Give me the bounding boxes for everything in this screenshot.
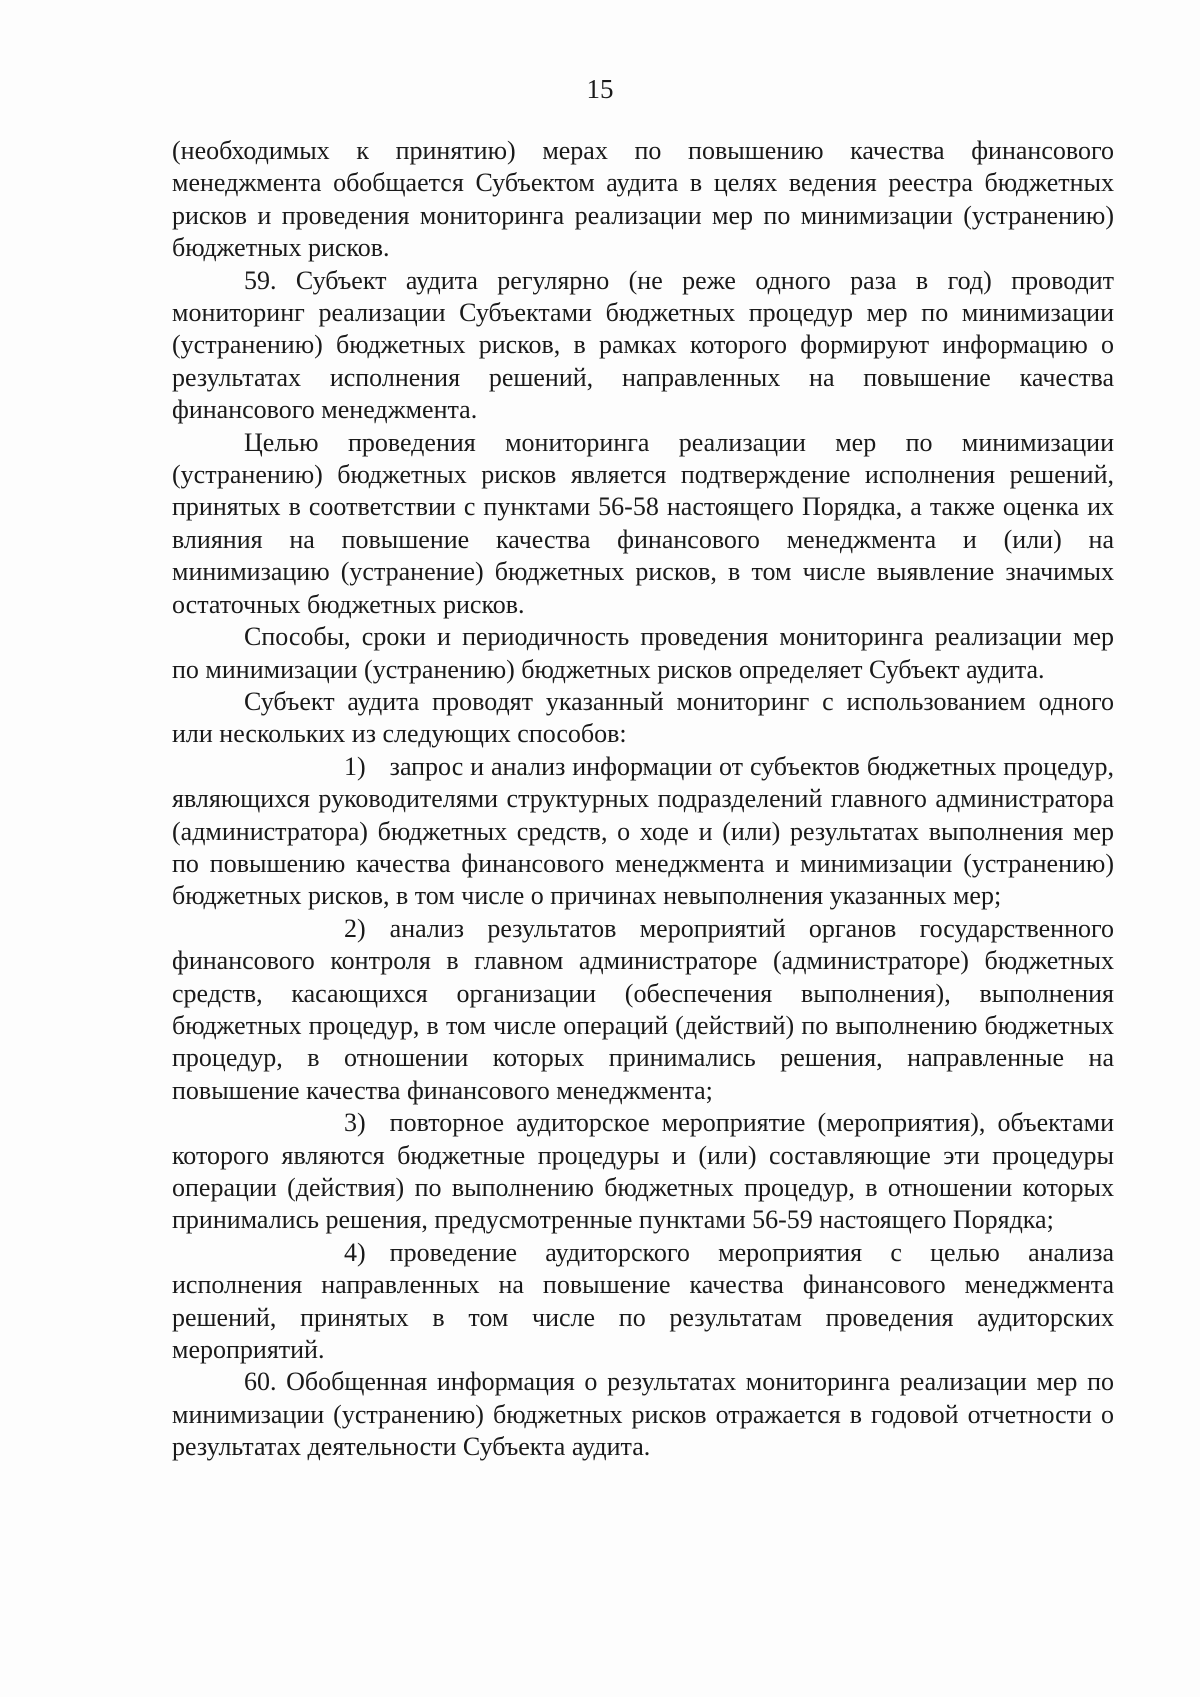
- document-body: [172, 135, 1114, 1464]
- list-item-text: запрос и анализ информации от субъектов бюджетных процедур, являющихся руководителями структурных подразделений главного администратора (администратора) бюджетных средств, о ходе и (или) результатах выполнения мер по повышению качества финансового менеджмента и минимизации (устранению) бюджетных рисков, в том числе о причинах невыполнения указанных мер;: [172, 751, 1114, 911]
- list-item-text: повторное аудиторское мероприятие (мероприятия), объектами которого являются бюджетные процедуры и (или) составляющие эти процедуры операции (действия) по выполнению бюджетных процедур, в отношении которых принимались решения, предусмотренные пунктами 56-59 настоящего Порядка;: [172, 1108, 1114, 1235]
- list-item-number: 2): [344, 913, 366, 943]
- paragraph-methods-intro: Субъект аудита проводят указанный мониторинг с использованием одного или нескольких из следующих способов:: [172, 686, 1114, 749]
- paragraph-59: 59. Субъект аудита регулярно (не реже одного раза в год) проводит мониторинг реализации Субъектами бюджетных процедур мер по минимизации (устранению) бюджетных рисков, в рамках которого формируют информацию о результатах исполнения решений, направленных на повышение качества финансового менеджмента.: [172, 265, 1114, 425]
- list-item-text: проведение аудиторского мероприятия с целью анализа исполнения направленных на повышение качества финансового менеджмента решений, принятых в том числе по результатам проведения аудиторских мероприятий.: [172, 1237, 1114, 1365]
- list-item: [172, 913, 1114, 1107]
- paragraph-methods-terms: Способы, сроки и периодичность проведения мониторинга реализации мер по минимизации (устранению) бюджетных рисков определяет Субъект аудита.: [172, 622, 1114, 684]
- list-item: [172, 1107, 1114, 1237]
- paragraph-continuation: (необходимых к принятию) мерах по повышению качества финансового менеджмента обобщается Субъектом аудита в целях ведения реестра бюджетных рисков и проведения мониторинга реализации мер по минимизации (устранению) бюджетных рисков.: [172, 136, 1114, 263]
- list-item: [172, 751, 1114, 913]
- paragraph-60: 60. Обобщенная информация о результатах мониторинга реализации мер по минимизации (устранению) бюджетных рисков отражается в годовой отчетности о результатах деятельности Субъекта аудита.: [172, 1367, 1114, 1462]
- paragraph-monitoring-goal: Целью проведения мониторинга реализации мер по минимизации (устранению) бюджетных рисков является подтверждение исполнения решений, принятых в соответствии с пунктами 56-58 настоящего Порядка, а также оценка их влияния на повышение качества финансового менеджмента и (или) на минимизацию (устранение) бюджетных рисков, в том числе выявление значимых остаточных бюджетных рисков.: [172, 427, 1114, 619]
- list-item: [172, 1237, 1114, 1367]
- list-item-number: 1): [344, 751, 366, 781]
- list-item-text: анализ результатов мероприятий органов государственного финансового контроля в главном администраторе (администраторе) бюджетных средств, касающихся организации (обеспечения выполнения), выполнения бюджетных процедур, в том числе операций (действий) по выполнению бюджетных процедур, в отношении которых принимались решения, направленные на повышение качества финансового менеджмента;: [172, 913, 1114, 1105]
- page-number: 15: [586, 74, 614, 104]
- list-item-number: 3): [344, 1108, 366, 1138]
- list-item-number: 4): [344, 1237, 366, 1267]
